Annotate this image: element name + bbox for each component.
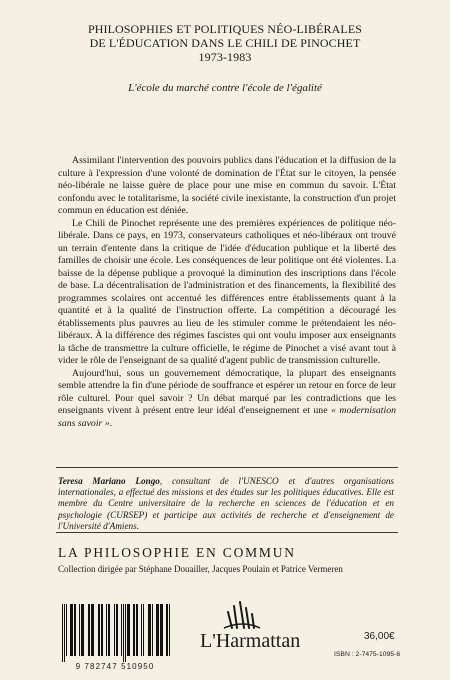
barcode-number: 9 782747 510950 — [75, 662, 155, 671]
barcode — [58, 604, 172, 662]
blurb-paragraph-1: Assimilant l'intervention des pouvoirs publics dans l'éducation et la diffusion de la culture à l'expression d'une volonté de domination de l'État sur le citoyen, la pensée néo-libérale ne laisse guère de place pour une mise en commun du savoir. L'État confondu avec le totalitarisme, la société civile inexistante, la construction d'un projet commun en éducation est déniée. — [58, 155, 396, 216]
title-line-3: 1973-1983 — [198, 50, 252, 64]
author-name: Teresa Mariano Longo — [58, 476, 160, 486]
isbn: ISBN : 2-7475-1095-6 — [334, 651, 401, 658]
title-line-2: DE L'ÉDUCATION DANS LE CHILI DE PINOCHET — [89, 36, 361, 50]
author-bio-text: , consultant de l'UNESCO et d'autres organisations internationales, a effectué des missions et des études sur les politiques éducatives. Elle est membre du Centre universitaire de la recherche en sciences de l'éducation et en psychologie (CURSEP) et participe aux activités de recherche et d'enseignement de l'Université d'Amiens. — [58, 476, 394, 531]
collection-name: LA PHILOSOPHIE EN COMMUN — [58, 545, 296, 560]
divider-top — [56, 467, 398, 468]
blurb-paragraph-3 — [58, 368, 396, 431]
divider-bottom — [56, 532, 398, 533]
blurb — [58, 155, 396, 430]
author-bio — [58, 476, 394, 532]
publisher-name: L'Harmattan — [200, 630, 301, 652]
price: 36,00€ — [364, 631, 395, 642]
blurb-paragraph-3-end: . — [109, 417, 113, 429]
blurb-paragraph-3-text: Aujourd'hui, sous un gouvernement démocratique, la plupart des enseignants semble attendre la fin d'une période de souffrance et espérer un retour en force de leur rôle culturel. Pour quel savoir ? Un débat marqué par les contradictions que les enseignants vivent à présent entre leur idéal d'enseignement et une — [58, 367, 396, 416]
book-title — [30, 22, 420, 64]
title-line-1: PHILOSOPHIES ET POLITIQUES NÉO-LIBÉRALES — [87, 22, 363, 36]
blurb-paragraph-2: Le Chili de Pinochet représente une des premières expériences de politique néo-libérale. Dans ce pays, en 1973, conservateurs catholiques et néo-libéraux ont trouvé un terrain d'entente dans la critique de l'idée d'éducation publique et la liberté des familles de choisir une école. Les conséquences de leur politique ont été violentes. La baisse de la dépense publique a provoqué la diminution des inscriptions dans l'école de base. La décentralisation de l'administration et des financements, la flexibilité des programmes scolaires ont accentué les différences entre établissements quant à la quantité et à la qualité de l'instruction offerte. La compétition a découragé les établissements plus pauvres au lieu de les stimuler comme le prétendaient les néo-libéraux. À la différence des régimes fascistes qui ont voulu imposer aux enseignants la tâche de transmettre la culture officielle, le régime de Pinochet a visé avant tout à vider le rôle de l'enseignant de sa qualité d'agent public de transmission culturelle. — [58, 217, 396, 366]
collection-editors: Collection dirigée par Stéphane Douailler, Jacques Poulain et Patrice Vermeren — [58, 564, 343, 574]
book-subtitle: L'école du marché contre l'école de l'égalité — [128, 82, 322, 94]
blurb-quote: « modernisation sans savoir » — [58, 405, 396, 429]
barcode-bars — [58, 604, 172, 662]
